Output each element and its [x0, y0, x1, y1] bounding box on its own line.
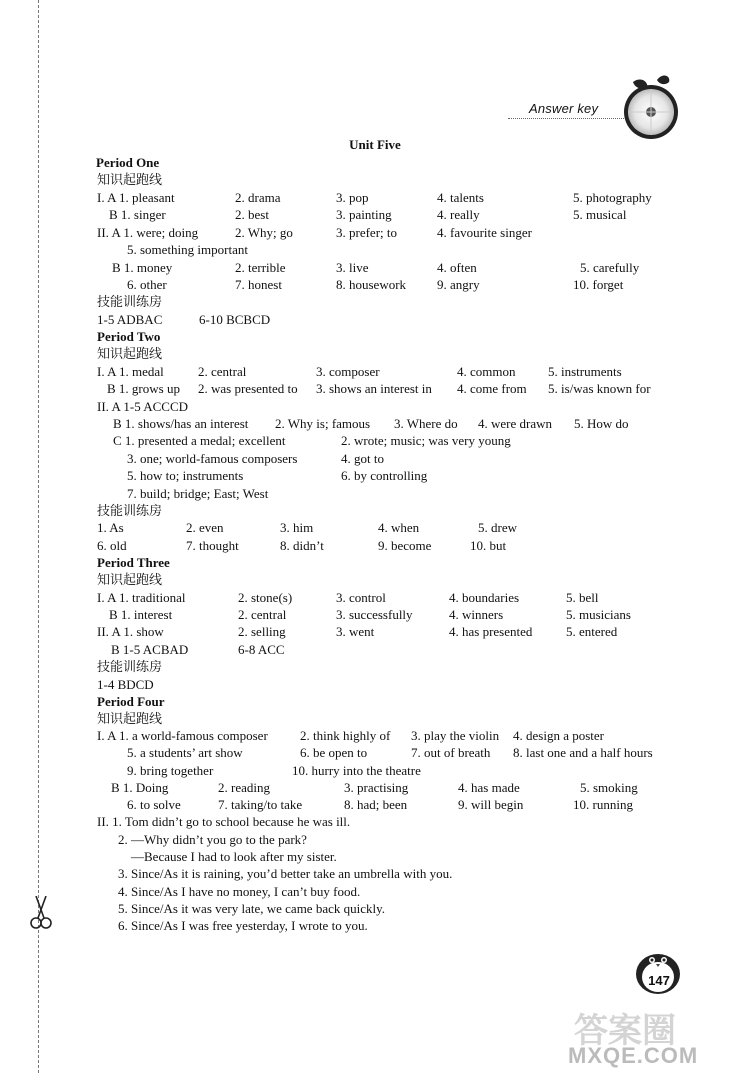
- answer-item: 8. housework: [336, 277, 407, 292]
- orange-icon: [611, 70, 683, 142]
- answer-item: 5. smoking: [580, 780, 638, 795]
- answer-item: 10. hurry into the theatre: [292, 763, 421, 778]
- answer-item: 4. come from: [457, 381, 527, 396]
- answer-item: 7. build; bridge; East; West: [127, 486, 269, 501]
- answer-item: 4. often: [437, 260, 477, 275]
- answer-item: 8. didn’t: [280, 538, 324, 553]
- answer-item: 5. carefully: [580, 260, 640, 275]
- answer-item: II. A 1-5 ACCCD: [97, 399, 189, 414]
- answer-item: 3. Since/As it is raining, you’d better take an umbrella with you.: [118, 866, 453, 881]
- answer-item: 2. terrible: [235, 260, 286, 275]
- answer-item: Period Four: [97, 694, 165, 709]
- answer-item: II. A 1. were; doing: [97, 225, 199, 240]
- answer-item: 6-10 BCBCD: [199, 312, 271, 327]
- answer-item: 3. shows an interest in: [316, 381, 432, 396]
- answer-item: B 1. interest: [109, 607, 173, 622]
- answer-item: 3. went: [336, 624, 375, 639]
- answer-item: 6-8 ACC: [238, 642, 285, 657]
- answer-item: 8. had; been: [344, 797, 408, 812]
- answer-item: 3. successfully: [336, 607, 413, 622]
- answer-item: 技能训练房: [97, 294, 163, 309]
- answer-item: 2. was presented to: [198, 381, 298, 396]
- answer-item: 6. other: [127, 277, 167, 292]
- answer-item: 2. —Why didn’t you go to the park?: [118, 832, 307, 847]
- answer-item: 2. wrote; music; was very young: [341, 433, 511, 448]
- answer-item: 1-5 ADBAC: [97, 312, 163, 327]
- answer-item: 4. favourite singer: [437, 225, 532, 240]
- answer-item: 3. pop: [336, 190, 369, 205]
- answer-item: 5. drew: [478, 520, 517, 535]
- answer-item: 4. boundaries: [449, 590, 520, 605]
- answer-item: 知识起跑线: [97, 572, 163, 587]
- answer-item: 3. practising: [344, 780, 409, 795]
- answer-item: 5. How do: [574, 416, 629, 431]
- answer-item: 2. Why is; famous: [275, 416, 371, 431]
- answer-item: I. A 1. traditional: [97, 590, 186, 605]
- answer-item: Period Three: [97, 555, 170, 570]
- answer-item: 6. be open to: [300, 745, 368, 760]
- answer-item: 4. Since/As I have no money, I can’t buy food.: [118, 884, 361, 899]
- answer-item: 2. think highly of: [300, 728, 391, 743]
- answer-item: 1. As: [97, 520, 124, 535]
- answer-key-label: Answer key: [529, 101, 599, 116]
- answer-item: 3. live: [336, 260, 369, 275]
- header-rule: [508, 118, 628, 119]
- answer-item: B 1. shows/has an interest: [113, 416, 249, 431]
- answer-item: 3. him: [280, 520, 314, 535]
- answer-item: 10. running: [573, 797, 633, 812]
- answer-item: B 1. grows up: [107, 381, 180, 396]
- answer-item: II. 1. Tom didn’t go to school because he was ill.: [97, 814, 351, 829]
- answer-item: 技能训练房: [97, 659, 163, 674]
- answer-item: 3. Where do: [394, 416, 458, 431]
- answer-item: 2. central: [198, 364, 247, 379]
- answer-item: I. A 1. a world-famous composer: [97, 728, 268, 743]
- answer-item: 5. entered: [566, 624, 618, 639]
- answer-item: II. A 1. show: [97, 624, 164, 639]
- answer-item: 知识起跑线: [97, 172, 163, 187]
- answer-item: 技能训练房: [97, 503, 163, 518]
- answer-item: 3. one; world-famous composers: [127, 451, 298, 466]
- answer-item: 5. is/was known for: [548, 381, 651, 396]
- unit-title: Unit Five: [349, 137, 401, 152]
- answer-item: 9. bring together: [127, 763, 214, 778]
- answer-item: B 1. Doing: [111, 780, 169, 795]
- answer-item: 2. best: [235, 207, 269, 222]
- answer-item: 4. common: [457, 364, 516, 379]
- answer-item: 3. painting: [336, 207, 392, 222]
- answer-item: 6. to solve: [127, 797, 181, 812]
- answer-item: 4. got to: [341, 451, 384, 466]
- answer-item: 5. photography: [573, 190, 652, 205]
- answer-item: 6. old: [97, 538, 127, 553]
- answer-item: B 1. money: [112, 260, 173, 275]
- answer-item: 5. Since/As it was very late, we came back quickly.: [118, 901, 386, 916]
- answer-item: 2. even: [186, 520, 224, 535]
- answer-item: 4. talents: [437, 190, 484, 205]
- answer-item: 7. taking/to take: [218, 797, 303, 812]
- answer-item: 3. play the violin: [411, 728, 500, 743]
- answer-item: 知识起跑线: [97, 346, 163, 361]
- answer-item: 4. when: [378, 520, 420, 535]
- answer-item: 5. how to; instruments: [127, 468, 244, 483]
- answer-item: 2. stone(s): [238, 590, 293, 605]
- answer-item: 6. Since/As I was free yesterday, I wrote to you.: [118, 918, 368, 933]
- answer-item: 5. something important: [127, 242, 248, 257]
- answer-item: 3. composer: [316, 364, 380, 379]
- answer-item: 4. has made: [458, 780, 520, 795]
- answer-item: 知识起跑线: [97, 711, 163, 726]
- answer-item: 4. design a poster: [513, 728, 604, 743]
- answer-item: 5. a students’ art show: [127, 745, 243, 760]
- answer-item: 4. winners: [449, 607, 504, 622]
- answer-item: —Because I had to look after my sister.: [131, 849, 337, 864]
- answer-item: 6. by controlling: [341, 468, 428, 483]
- watermark-en: MXQE.COM: [568, 1043, 699, 1068]
- answer-item: C 1. presented a medal; excellent: [113, 433, 286, 448]
- answer-item: 10. forget: [573, 277, 624, 292]
- answer-item: 7. out of breath: [411, 745, 491, 760]
- answer-item: 2. selling: [238, 624, 286, 639]
- answer-item: 7. thought: [186, 538, 239, 553]
- answer-item: Period One: [96, 155, 160, 170]
- answer-item: Period Two: [97, 329, 161, 344]
- answer-item: 5. musical: [573, 207, 627, 222]
- answer-item: 9. become: [378, 538, 432, 553]
- watermark-cn: 答案圈: [574, 1011, 676, 1051]
- answer-item: 1-4 BDCD: [97, 677, 154, 692]
- scissors-icon: [30, 896, 52, 930]
- answer-item: 3. prefer; to: [336, 225, 398, 240]
- answer-item: I. A 1. pleasant: [97, 190, 175, 205]
- answer-item: 4. has presented: [449, 624, 533, 639]
- answer-item: 2. central: [238, 607, 287, 622]
- answer-item: 4. were drawn: [478, 416, 552, 431]
- answer-item: 10. but: [470, 538, 507, 553]
- answer-item: 3. control: [336, 590, 386, 605]
- answer-item: I. A 1. medal: [97, 364, 164, 379]
- answer-item: 2. drama: [235, 190, 281, 205]
- answer-item: 2. reading: [218, 780, 270, 795]
- answer-item: 5. instruments: [548, 364, 622, 379]
- answer-item: 9. will begin: [458, 797, 524, 812]
- answer-item: B 1-5 ACBAD: [111, 642, 189, 657]
- answer-item: 2. Why; go: [235, 225, 293, 240]
- page-number: 147: [648, 973, 670, 988]
- answer-item: 5. musicians: [566, 607, 631, 622]
- answer-item: 8. last one and a half hours: [513, 745, 653, 760]
- answer-item: 7. honest: [235, 277, 282, 292]
- answer-item: 4. really: [437, 207, 480, 222]
- answer-item: 5. bell: [566, 590, 599, 605]
- answer-item: 9. angry: [437, 277, 480, 292]
- answer-item: B 1. singer: [109, 207, 166, 222]
